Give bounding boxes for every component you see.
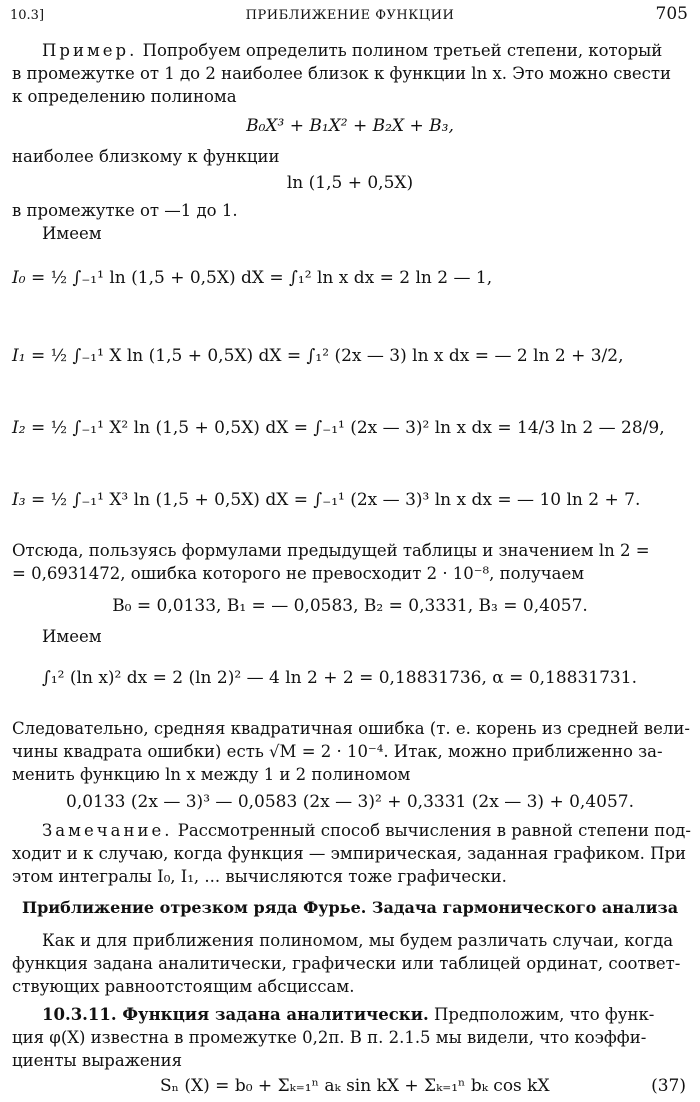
- para4-line3: ствующих равноотстоящим абсциссам.: [12, 977, 355, 996]
- equation-coefficients: B₀ = 0,0133, B₁ = — 0,0583, B₂ = 0,3331, B₃ = 0,4057.: [112, 596, 588, 616]
- para5-line3: циенты выражения: [12, 1051, 183, 1070]
- integral-expression: = ½ ∫₋₁¹ X² ln (1,5 + 0,5X) dX = ∫₋₁¹ (2x — 3)² ln x dx = 14/3 ln 2 — 28/9,: [30, 418, 665, 438]
- para3-line1: Следовательно, средняя квадратичная ошибка (т. е. корень из средней вели-: [12, 719, 690, 738]
- equation-final-polynomial: 0,0133 (2x — 3)³ — 0,0583 (2x — 3)² + 0,3331 (2x — 3) + 0,4057.: [66, 792, 634, 812]
- integral-i2: [12, 418, 665, 438]
- para4-line1: Как и для приближения полиномом, мы будем различать случаи, когда: [42, 931, 674, 950]
- imeem-1: Имеем: [42, 224, 102, 243]
- imeem-2: Имеем: [42, 627, 102, 646]
- integral-expression: = ½ ∫₋₁¹ ln (1,5 + 0,5X) dX = ∫₁² ln x dx = 2 ln 2 — 1,: [30, 268, 493, 288]
- para5-line2: ция φ(X) известна в промежутке 0,2π. В п. 2.1.5 мы видели, что коэффи-: [12, 1028, 647, 1047]
- para2-line2: = 0,6931472, ошибка которого не превосходит 2 · 10⁻⁸, получаем: [12, 564, 585, 583]
- equation-square-integral: ∫₁² (ln x)² dx = 2 (ln 2)² — 4 ln 2 + 2 = 0,18831736, α = 0,18831731.: [42, 668, 637, 688]
- integral-expression: = ½ ∫₋₁¹ X³ ln (1,5 + 0,5X) dX = ∫₋₁¹ (2x — 3)³ ln x dx = — 10 ln 2 + 7.: [30, 490, 641, 510]
- remark-line1: Замечание. Рассмотренный способ вычисления в равной степени под-: [42, 821, 691, 840]
- page-number: 705: [655, 4, 688, 24]
- integral-label: I₂: [12, 418, 26, 438]
- section-heading: Приближение отрезком ряда Фурье. Задача гармонического анализа: [22, 898, 679, 917]
- integral-i1: [12, 346, 624, 366]
- integral-i3: [12, 490, 640, 510]
- section-number: 10.3]: [10, 8, 45, 23]
- integral-label: I₀: [12, 268, 26, 288]
- para4-line2: функция задана аналитически, графически или таблицей ординат, соответ-: [12, 954, 681, 973]
- para1-line1: Пример. Попробуем определить полином третьей степени, который: [42, 41, 663, 60]
- remark-line3: этом интегралы I₀, I₁, ... вычисляются тоже графически.: [12, 867, 507, 886]
- subsection-lead: 10.3.11. Функция задана аналитически.: [42, 1005, 429, 1024]
- equation-number: (37): [651, 1076, 686, 1096]
- interval-line: в промежутке от —1 до 1.: [12, 201, 238, 220]
- running-title: ПРИБЛИЖЕНИЕ ФУНКЦИИ: [245, 8, 455, 23]
- equation-polynomial: B₀X³ + B₁X² + B₂X + B₃,: [246, 116, 454, 136]
- para1-line3: к определению полинома: [12, 87, 237, 106]
- integral-label: I₃: [12, 490, 26, 510]
- integral-expression: = ½ ∫₋₁¹ X ln (1,5 + 0,5X) dX = ∫₁² (2x — 3) ln x dx = — 2 ln 2 + 3/2,: [30, 346, 624, 366]
- equation-fourier: Sₙ (X) = b₀ + Σₖ₌₁ⁿ aₖ sin kX + Σₖ₌₁ⁿ bₖ cos kX: [160, 1076, 550, 1096]
- para3-line3: менить функцию ln x между 1 и 2 полиномом: [12, 765, 411, 784]
- remark-lead: Замечание.: [42, 821, 173, 840]
- para1-line2: в промежутке от 1 до 2 наиболее близок к функции ln x. Это можно свести: [12, 64, 671, 83]
- equation-ln: ln (1,5 + 0,5X): [286, 173, 414, 193]
- integral-i0: [12, 268, 492, 288]
- remark-line2: ходит и к случаю, когда функция — эмпирическая, заданная графиком. При: [12, 844, 687, 863]
- para3-line2: чины квадрата ошибки) есть √M = 2 · 10⁻⁴. Итак, можно приближенно за-: [12, 742, 663, 761]
- para2-line1: Отсюда, пользуясь формулами предыдущей таблицы и значением ln 2 =: [12, 541, 650, 560]
- integral-label: I₁: [12, 346, 26, 366]
- nearest-line: наиболее близкому к функции: [12, 147, 280, 166]
- example-lead: Пример.: [42, 41, 138, 60]
- para5-line1: 10.3.11. Функция задана аналитически. Предположим, что функ-: [42, 1005, 655, 1024]
